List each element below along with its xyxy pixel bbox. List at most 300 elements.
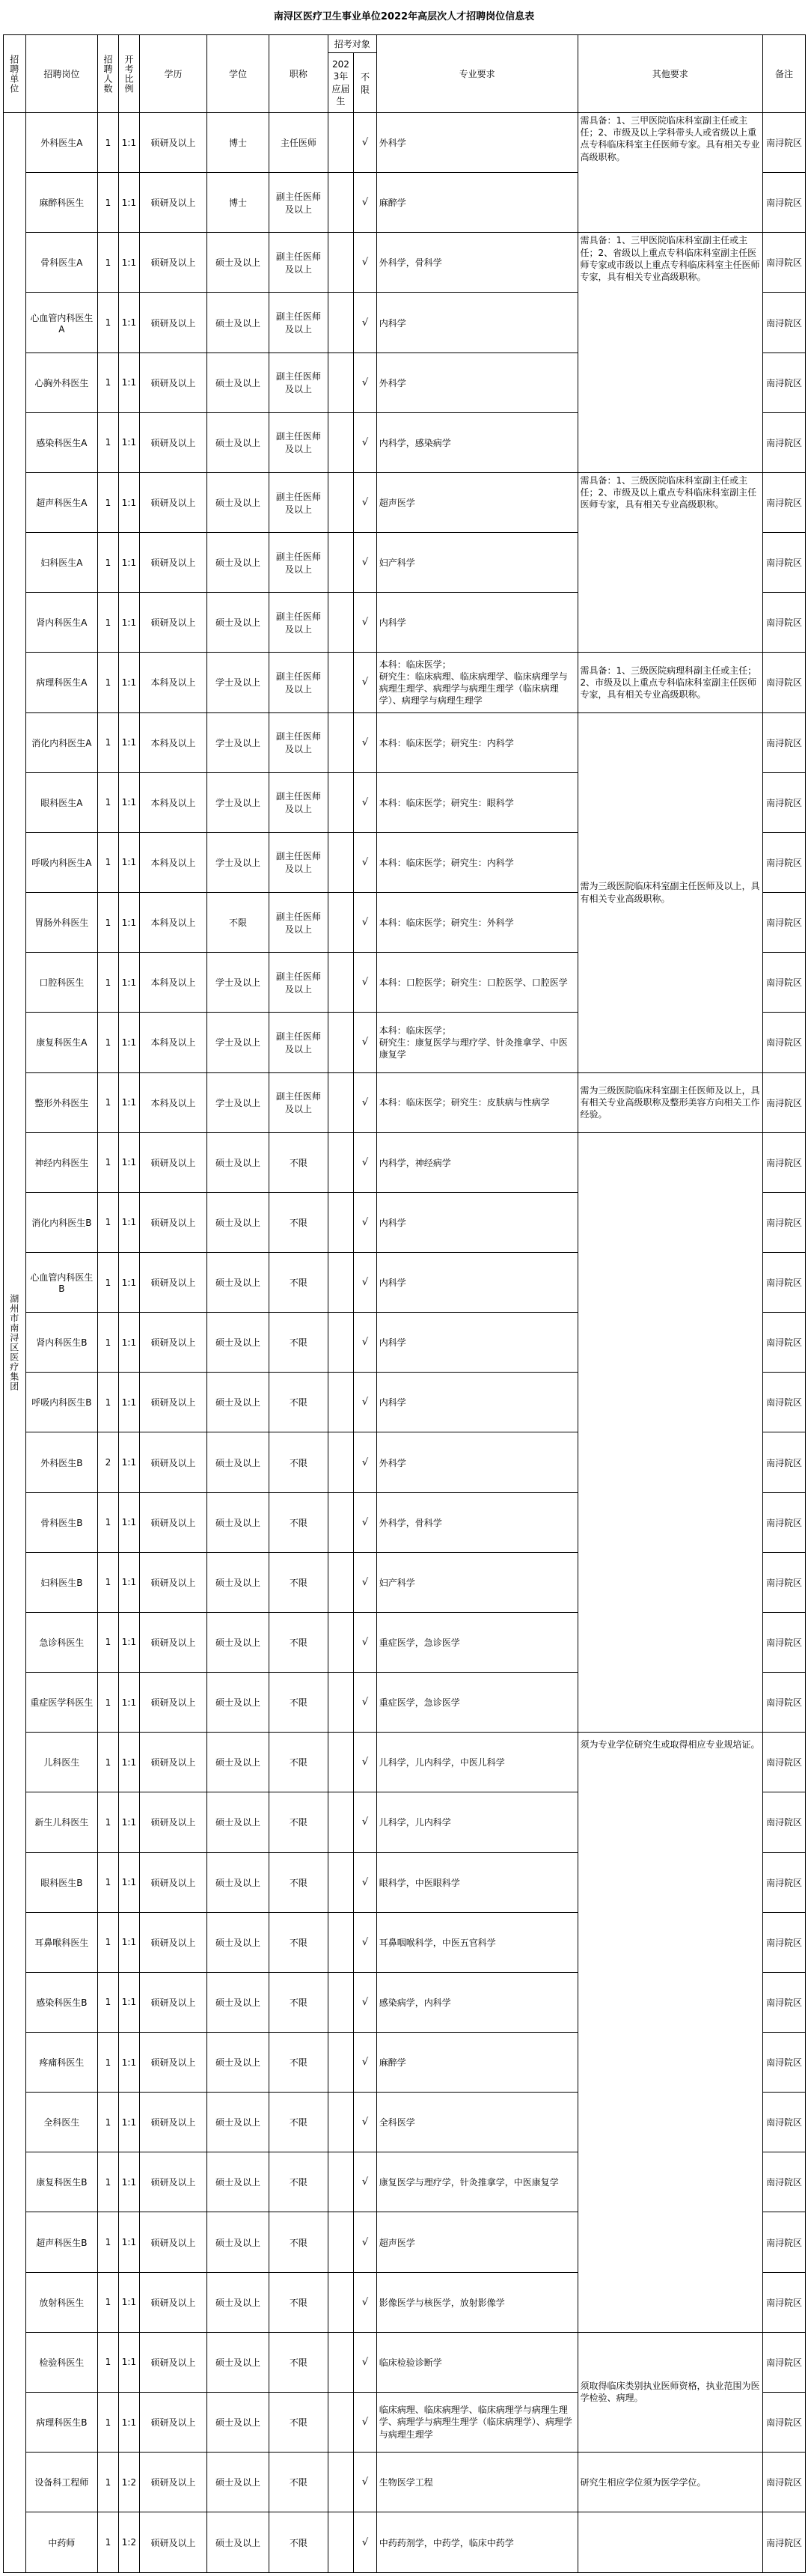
check-mark: √ [354,1612,377,1672]
note-cell: 南浔院区 [762,1612,805,1672]
rank-cell: 不限 [269,1492,328,1552]
rank-cell: 不限 [269,1192,328,1252]
education-cell: 硕研及以上 [140,533,207,593]
post-cell: 整形外科医生 [25,1072,98,1132]
major-cell: 影像医学与核医学，放射影像学 [376,2272,578,2332]
post-cell: 妇科医生A [25,533,98,593]
ratio-cell: 1:1 [118,653,140,712]
post-cell: 设备科工程师 [25,2453,98,2512]
count-cell: 2 [98,1432,118,1492]
rank-cell: 副主任医师及以上 [269,233,328,293]
target-grad-cell [328,352,354,412]
note-cell: 南浔院区 [762,593,805,653]
degree-cell: 硕士及以上 [206,293,269,352]
major-cell: 重症医学，急诊医学 [376,1673,578,1733]
major-cell: 外科学 [376,1432,578,1492]
note-cell: 南浔院区 [762,1373,805,1432]
count-cell: 1 [98,772,118,832]
check-mark: √ [354,653,377,712]
target-grad-cell [328,1552,354,1612]
ratio-cell: 1:1 [118,472,140,532]
target-grad-cell [328,893,354,953]
check-mark: √ [354,1792,377,1852]
degree-cell: 硕士及以上 [206,1373,269,1432]
target-grad-cell [328,2332,354,2392]
target-grad-cell [328,1132,354,1192]
check-mark: √ [354,593,377,653]
count-cell: 1 [98,2152,118,2212]
rank-cell: 主任医师 [269,113,328,173]
post-cell: 病理科医生B [25,2392,98,2452]
header-rank: 职称 [269,35,328,113]
major-cell: 超声医学 [376,2212,578,2272]
degree-cell: 硕士及以上 [206,352,269,412]
post-cell: 康复科医生B [25,2152,98,2212]
ratio-cell: 1:1 [118,293,140,352]
major-cell: 外科学，骨科学 [376,1492,578,1552]
degree-cell: 硕士及以上 [206,1252,269,1312]
target-grad-cell [328,1313,354,1373]
degree-cell: 硕士及以上 [206,2093,269,2152]
count-cell: 1 [98,1072,118,1132]
education-cell: 硕研及以上 [140,2212,207,2272]
degree-cell: 硕士及以上 [206,2392,269,2452]
recruitment-table [3,34,806,2573]
target-grad-cell [328,293,354,352]
ratio-cell: 1:1 [118,1313,140,1373]
header-other: 其他要求 [578,35,762,113]
degree-cell: 硕士及以上 [206,1612,269,1672]
major-cell: 超声医学 [376,472,578,532]
rank-cell: 副主任医师及以上 [269,293,328,352]
degree-cell: 硕士及以上 [206,2152,269,2212]
note-cell: 南浔院区 [762,2392,805,2452]
rank-cell: 不限 [269,2152,328,2212]
ratio-cell: 1:1 [118,1252,140,1312]
ratio-cell: 1:1 [118,1612,140,1672]
note-cell: 南浔院区 [762,1852,805,1912]
ratio-cell: 1:1 [118,2272,140,2332]
table-row [4,1733,806,1792]
ratio-cell: 1:1 [118,1072,140,1132]
header-target: 招考对象 [328,35,376,53]
rank-cell: 不限 [269,2392,328,2452]
count-cell: 1 [98,352,118,412]
post-cell: 中药师 [25,2512,98,2573]
major-cell: 内科学 [376,1252,578,1312]
target-grad-cell [328,2093,354,2152]
target-grad-cell [328,2212,354,2272]
major-cell: 外科学 [376,113,578,173]
major-cell: 感染病学，内科学 [376,1972,578,2032]
education-cell: 本科及以上 [140,712,207,772]
ratio-cell: 1:1 [118,2392,140,2452]
rank-cell: 副主任医师及以上 [269,1013,328,1072]
note-cell: 南浔院区 [762,1552,805,1612]
count-cell: 1 [98,2272,118,2332]
major-cell: 重症医学，急诊医学 [376,1612,578,1672]
education-cell: 硕研及以上 [140,1192,207,1252]
ratio-cell: 1:1 [118,2212,140,2272]
post-cell: 康复科医生A [25,1013,98,1072]
count-cell: 1 [98,412,118,472]
education-cell: 硕研及以上 [140,2272,207,2332]
education-cell: 硕研及以上 [140,2152,207,2212]
major-cell: 妇产科学 [376,533,578,593]
rank-cell: 副主任医师及以上 [269,593,328,653]
note-cell: 南浔院区 [762,1072,805,1132]
target-grad-cell [328,1192,354,1252]
rank-cell: 不限 [269,1673,328,1733]
note-cell: 南浔院区 [762,712,805,772]
check-mark: √ [354,2512,377,2573]
education-cell: 硕研及以上 [140,1912,207,1972]
rank-cell: 不限 [269,2212,328,2272]
ratio-cell: 1:1 [118,1792,140,1852]
post-cell: 外科医生B [25,1432,98,1492]
check-mark: √ [354,1972,377,2032]
rank-cell: 副主任医师及以上 [269,472,328,532]
check-mark: √ [354,2453,377,2512]
post-cell: 消化内科医生A [25,712,98,772]
check-mark: √ [354,1852,377,1912]
rank-cell: 副主任医师及以上 [269,712,328,772]
count-cell: 1 [98,1792,118,1852]
degree-cell: 硕士及以上 [206,1432,269,1492]
post-cell: 肾内科医生A [25,593,98,653]
rank-cell: 不限 [269,1313,328,1373]
unit-cell: 湖州市南浔区医疗集团 [4,113,26,2573]
note-cell: 南浔院区 [762,1673,805,1733]
table-row [4,113,806,173]
education-cell: 硕研及以上 [140,1492,207,1552]
check-mark: √ [354,712,377,772]
education-cell: 硕研及以上 [140,1852,207,1912]
header-target-any: 不限 [354,53,377,113]
target-grad-cell [328,593,354,653]
rank-cell: 副主任医师及以上 [269,893,328,953]
count-cell: 1 [98,2392,118,2452]
header-post: 招聘岗位 [25,35,98,113]
major-cell: 内科学，感染病学 [376,412,578,472]
other-requirement-cell: 需具备：1、三甲医院临床科室副主任或主任；2、省级以上重点专科临床科室副主任医师专家或市级以上重点专科临床科室主任医师专家，具有相关专业高级职称。 [578,233,762,473]
table-row [4,233,806,293]
check-mark: √ [354,1673,377,1733]
rank-cell: 副主任医师及以上 [269,772,328,832]
count-cell: 1 [98,173,118,233]
header-education: 学历 [140,35,207,113]
count-cell: 1 [98,233,118,293]
post-cell: 放射科医生 [25,2272,98,2332]
check-mark: √ [354,293,377,352]
ratio-cell: 1:1 [118,1132,140,1192]
ratio-cell: 1:1 [118,1373,140,1432]
check-mark: √ [354,832,377,892]
table-row [4,472,806,532]
rank-cell: 副主任医师及以上 [269,953,328,1013]
target-grad-cell [328,1972,354,2032]
ratio-cell: 1:1 [118,173,140,233]
post-cell: 呼吸内科医生B [25,1373,98,1432]
count-cell: 1 [98,293,118,352]
major-cell: 内科学 [376,1313,578,1373]
note-cell: 南浔院区 [762,472,805,532]
note-cell: 南浔院区 [762,2033,805,2093]
ratio-cell: 1:1 [118,1852,140,1912]
check-mark: √ [354,1252,377,1312]
education-cell: 本科及以上 [140,953,207,1013]
rank-cell: 不限 [269,1552,328,1612]
table-row [4,2453,806,2512]
note-cell: 南浔院区 [762,113,805,173]
ratio-cell: 1:1 [118,1492,140,1552]
note-cell: 南浔院区 [762,1492,805,1552]
major-cell: 儿科学，儿内科学，中医儿科学 [376,1733,578,1792]
check-mark: √ [354,1313,377,1373]
degree-cell: 硕士及以上 [206,2332,269,2392]
rank-cell: 副主任医师及以上 [269,173,328,233]
education-cell: 硕研及以上 [140,293,207,352]
major-cell: 本科：临床医学； 研究生：康复医学与理疗学、针灸推拿学、中医康复学 [376,1013,578,1072]
education-cell: 本科及以上 [140,772,207,832]
header-unit: 招聘单位 [4,35,26,113]
rank-cell: 不限 [269,1132,328,1192]
header-note: 备注 [762,35,805,113]
post-cell: 心胸外科医生 [25,352,98,412]
table-row [4,2512,806,2573]
target-grad-cell [328,2272,354,2332]
count-cell: 1 [98,1612,118,1672]
degree-cell: 博士 [206,173,269,233]
check-mark: √ [354,1552,377,1612]
rank-cell: 不限 [269,1792,328,1852]
major-cell: 本科：临床医学；研究生：内科学 [376,832,578,892]
count-cell: 1 [98,2033,118,2093]
major-cell: 本科：临床医学；研究生：内科学 [376,712,578,772]
post-cell: 麻醉科医生 [25,173,98,233]
education-cell: 硕研及以上 [140,412,207,472]
rank-cell: 不限 [269,1733,328,1792]
major-cell: 儿科学，儿内科学 [376,1792,578,1852]
note-cell: 南浔院区 [762,653,805,712]
ratio-cell: 1:1 [118,2152,140,2212]
note-cell: 南浔院区 [762,1912,805,1972]
note-cell: 南浔院区 [762,233,805,293]
post-cell: 超声科医生B [25,2212,98,2272]
rank-cell: 不限 [269,2033,328,2093]
degree-cell: 学士及以上 [206,772,269,832]
target-grad-cell [328,173,354,233]
education-cell: 硕研及以上 [140,1432,207,1492]
other-requirement-cell: 需为三级医院临床科室副主任医师及以上，具有相关专业高级职称及整形美容方向相关工作经验。 [578,1072,762,1132]
education-cell: 本科及以上 [140,653,207,712]
note-cell: 南浔院区 [762,2093,805,2152]
count-cell: 1 [98,1552,118,1612]
degree-cell: 不限 [206,893,269,953]
other-requirement-cell: 需为三级医院临床科室副主任医师及以上，具有相关专业高级职称。 [578,712,762,1072]
major-cell: 眼科学，中医眼科学 [376,1852,578,1912]
note-cell: 南浔院区 [762,1432,805,1492]
post-cell: 妇科医生B [25,1552,98,1612]
ratio-cell: 1:1 [118,593,140,653]
post-cell: 呼吸内科医生A [25,832,98,892]
post-cell: 外科医生A [25,113,98,173]
ratio-cell: 1:1 [118,2093,140,2152]
check-mark: √ [354,1733,377,1792]
other-requirement-cell: 须取得临床类别执业医师资格，执业范围为医学检验、病理。 [578,2332,762,2452]
major-cell: 全科医学 [376,2093,578,2152]
note-cell: 南浔院区 [762,293,805,352]
education-cell: 硕研及以上 [140,1792,207,1852]
rank-cell: 不限 [269,1912,328,1972]
check-mark: √ [354,2392,377,2452]
post-cell: 骨科医生A [25,233,98,293]
degree-cell: 硕士及以上 [206,412,269,472]
ratio-cell: 1:1 [118,233,140,293]
major-cell: 中药药剂学，中药学，临床中药学 [376,2512,578,2573]
post-cell: 骨科医生B [25,1492,98,1552]
post-cell: 心血管内科医生A [25,293,98,352]
degree-cell: 学士及以上 [206,953,269,1013]
major-cell: 临床病理、临床病理学、临床病理学与病理生理学、病理学与病理生理学（临床病理学）、病理学与病理生理学 [376,2392,578,2452]
education-cell: 硕研及以上 [140,233,207,293]
note-cell: 南浔院区 [762,2272,805,2332]
header-target-grad: 2023年应届生 [328,53,354,113]
rank-cell: 副主任医师及以上 [269,1072,328,1132]
check-mark: √ [354,2332,377,2392]
check-mark: √ [354,1373,377,1432]
education-cell: 本科及以上 [140,832,207,892]
target-grad-cell [328,1252,354,1312]
major-cell: 内科学 [376,293,578,352]
note-cell: 南浔院区 [762,1192,805,1252]
degree-cell: 学士及以上 [206,653,269,712]
count-cell: 1 [98,1912,118,1972]
note-cell: 南浔院区 [762,2332,805,2392]
other-requirement-cell: 须为专业学位研究生或取得相应专业规培证。 [578,1733,762,2333]
rank-cell: 不限 [269,2453,328,2512]
count-cell: 1 [98,1132,118,1192]
degree-cell: 硕士及以上 [206,2453,269,2512]
note-cell: 南浔院区 [762,953,805,1013]
table-row [4,1132,806,1192]
education-cell: 硕研及以上 [140,1972,207,2032]
major-cell: 内科学，神经病学 [376,1132,578,1192]
major-cell: 内科学 [376,1373,578,1432]
note-cell: 南浔院区 [762,173,805,233]
count-cell: 1 [98,893,118,953]
degree-cell: 硕士及以上 [206,1852,269,1912]
rank-cell: 副主任医师及以上 [269,832,328,892]
degree-cell: 硕士及以上 [206,1912,269,1972]
major-cell: 外科学，骨科学 [376,233,578,293]
rank-cell: 不限 [269,1432,328,1492]
target-grad-cell [328,2152,354,2212]
note-cell: 南浔院区 [762,832,805,892]
note-cell: 南浔院区 [762,2152,805,2212]
major-cell: 内科学 [376,1192,578,1252]
degree-cell: 硕士及以上 [206,2272,269,2332]
degree-cell: 硕士及以上 [206,1792,269,1852]
count-cell: 1 [98,2332,118,2392]
education-cell: 本科及以上 [140,893,207,953]
count-cell: 1 [98,593,118,653]
education-cell: 硕研及以上 [140,352,207,412]
target-grad-cell [328,1432,354,1492]
target-grad-cell [328,233,354,293]
target-grad-cell [328,1792,354,1852]
education-cell: 硕研及以上 [140,113,207,173]
check-mark: √ [354,472,377,532]
target-grad-cell [328,113,354,173]
ratio-cell: 1:1 [118,412,140,472]
degree-cell: 硕士及以上 [206,1132,269,1192]
rank-cell: 副主任医师及以上 [269,533,328,593]
ratio-cell: 1:1 [118,772,140,832]
check-mark: √ [354,352,377,412]
post-cell: 儿科医生 [25,1733,98,1792]
note-cell: 南浔院区 [762,1252,805,1312]
degree-cell: 硕士及以上 [206,1673,269,1733]
ratio-cell: 1:1 [118,113,140,173]
note-cell: 南浔院区 [762,1313,805,1373]
rank-cell: 不限 [269,1373,328,1432]
education-cell: 硕研及以上 [140,2453,207,2512]
target-grad-cell [328,953,354,1013]
degree-cell: 硕士及以上 [206,2033,269,2093]
note-cell: 南浔院区 [762,1733,805,1792]
ratio-cell: 1:1 [118,1912,140,1972]
target-grad-cell [328,1072,354,1132]
count-cell: 1 [98,653,118,712]
major-cell: 本科：临床医学；研究生：外科学 [376,893,578,953]
major-cell: 麻醉学 [376,173,578,233]
check-mark: √ [354,1192,377,1252]
education-cell: 硕研及以上 [140,2093,207,2152]
degree-cell: 硕士及以上 [206,2212,269,2272]
check-mark: √ [354,772,377,832]
education-cell: 本科及以上 [140,1072,207,1132]
rank-cell: 不限 [269,1972,328,2032]
check-mark: √ [354,1432,377,1492]
check-mark: √ [354,1013,377,1072]
table-row [4,2332,806,2392]
table-row [4,653,806,712]
target-grad-cell [328,472,354,532]
other-requirement-cell: 需具备：1、三级医院病理科副主任或主任；2、市级及以上重点专科临床科室副主任医师专家，具有相关专业高级职称。 [578,653,762,712]
note-cell: 南浔院区 [762,1972,805,2032]
degree-cell: 学士及以上 [206,1013,269,1072]
header-degree: 学位 [206,35,269,113]
target-grad-cell [328,1492,354,1552]
other-requirement-cell: 需具备：1、三级医院临床科室副主任或主任；2、市级及以上重点专科临床科室副主任医师专家，具有相关专业高级职称。 [578,472,762,652]
ratio-cell: 1:1 [118,1733,140,1792]
post-cell: 消化内科医生B [25,1192,98,1252]
target-grad-cell [328,1612,354,1672]
check-mark: √ [354,2152,377,2212]
ratio-cell: 1:1 [118,712,140,772]
post-cell: 检验科医生 [25,2332,98,2392]
post-cell: 病理科医生A [25,653,98,712]
other-requirement-cell: 需具备：1、三甲医院临床科室副主任或主任；2、市级及以上学科带头人或省级以上重点专科临床科室主任医师专家。具有相关专业高级职称。 [578,113,762,233]
count-cell: 1 [98,1373,118,1432]
ratio-cell: 1:2 [118,2512,140,2573]
ratio-cell: 1:1 [118,2033,140,2093]
check-mark: √ [354,2093,377,2152]
degree-cell: 博士 [206,113,269,173]
count-cell: 1 [98,1313,118,1373]
target-grad-cell [328,2033,354,2093]
